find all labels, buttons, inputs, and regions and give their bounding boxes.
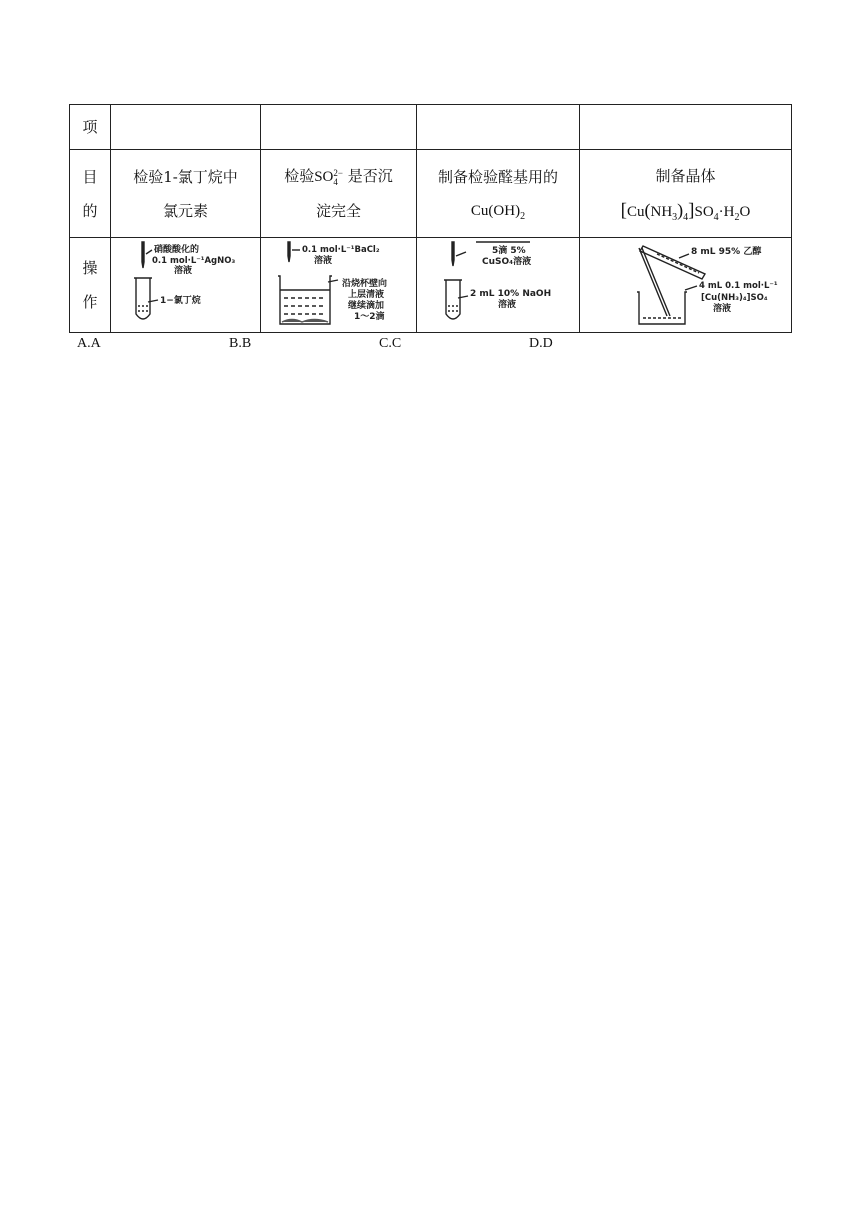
purpose-b-post: 是否沉 — [347, 167, 393, 185]
op-c-l2: CuSO₄溶液 — [482, 257, 532, 267]
apparatus-d-diagram — [581, 240, 791, 330]
item-a — [111, 105, 261, 150]
sulfate-sub: 4 — [333, 176, 338, 187]
f-rbracket: ] — [688, 199, 695, 221]
op-d-l1: 8 mL 95% 乙醇 — [690, 247, 761, 257]
op-b-l1: 0.1 mol·L⁻¹BaCl₂ — [301, 245, 380, 255]
item-d — [580, 105, 792, 150]
crystal-formula — [580, 193, 791, 229]
f-nh-sub: 3 — [672, 211, 678, 223]
apparatus-c-diagram — [418, 240, 578, 330]
operation-d — [580, 238, 792, 333]
operation-header — [70, 238, 111, 333]
operation-char-1: 操 — [82, 259, 98, 277]
f-rp-sub: 4 — [683, 211, 689, 223]
answer-options — [0, 336, 860, 356]
purpose-a — [111, 150, 261, 238]
purpose-a-line1: 检验1-氯丁烷中 — [133, 167, 238, 186]
purpose-b-line2: 淀完全 — [315, 202, 361, 220]
sulfate-ion — [314, 169, 343, 185]
op-a-l2: 0.1 mol·L⁻¹AgNO₃ — [151, 256, 235, 266]
op-b-l5: 继续滴加 — [347, 301, 384, 311]
operation-a — [111, 238, 261, 333]
purpose-d — [580, 150, 792, 238]
option-b[interactable]: B.B — [229, 336, 252, 351]
op-c-l3: 2 mL 10% NaOH — [470, 289, 552, 299]
operation-row — [70, 238, 792, 333]
purpose-c — [417, 150, 580, 238]
f-so-sub: 4 — [713, 211, 719, 223]
purpose-a-line2: 氯元素 — [162, 201, 208, 220]
f-rparen: ) — [677, 199, 684, 220]
f-o: O — [739, 203, 751, 220]
copper-hydroxide-formula — [417, 194, 579, 228]
f-so: SO — [694, 203, 714, 220]
op-d-l4: 溶液 — [712, 304, 731, 314]
purpose-char-2: 的 — [82, 201, 98, 220]
op-b-l4: 上层清液 — [347, 290, 384, 300]
item-c — [417, 105, 580, 150]
operation-char-2: 作 — [82, 293, 98, 311]
option-c[interactable]: C.C — [379, 336, 402, 351]
purpose-b — [261, 150, 417, 238]
item-row — [70, 105, 792, 150]
op-b-l6: 1～2滴 — [353, 312, 385, 322]
purpose-b-pre: 检验 — [284, 167, 315, 185]
op-d-l2: 4 mL 0.1 mol·L⁻¹ — [698, 281, 778, 291]
item-b — [261, 105, 417, 150]
purpose-b-line1 — [261, 159, 416, 194]
option-a[interactable]: A.A — [77, 336, 101, 351]
f-cu-d: Cu — [626, 203, 645, 220]
f-lparen: ( — [644, 199, 651, 220]
op-a-l1: 硝酸酸化的 — [153, 245, 199, 255]
f-cu: Cu — [470, 202, 489, 219]
f-oh: (OH) — [488, 202, 521, 219]
purpose-row — [70, 150, 792, 238]
op-a-l4: 1−氯丁烷 — [159, 296, 201, 306]
sulfate-base: SO — [314, 169, 334, 185]
purpose-char-1: 目 — [82, 167, 98, 186]
op-b-l3: 沿烧杯壁向 — [341, 279, 387, 289]
apparatus-b-diagram — [262, 240, 416, 330]
purpose-header — [70, 150, 111, 238]
option-d[interactable]: D.D — [529, 336, 553, 351]
op-d-l3: [Cu(NH₃)₄]SO₄ — [700, 293, 768, 303]
op-c-l1: 5滴 5% — [492, 246, 526, 256]
purpose-c-line1: 制备检验醛基用的 — [437, 167, 558, 186]
f-sub2: 2 — [520, 210, 526, 222]
question-table — [69, 104, 792, 333]
f-lbracket: [ — [620, 199, 627, 221]
op-c-l4: 溶液 — [498, 300, 517, 310]
operation-c — [417, 238, 580, 333]
f-h-sub: 2 — [734, 211, 740, 223]
sulfate-charge: 2− — [333, 167, 343, 178]
apparatus-a-diagram — [112, 240, 260, 330]
op-b-l2: 溶液 — [313, 256, 332, 266]
operation-b — [261, 238, 417, 333]
item-header: 项 — [70, 105, 111, 150]
f-dot-h: ·H — [718, 203, 735, 220]
purpose-d-line1: 制备晶体 — [655, 166, 716, 185]
op-a-l3: 溶液 — [173, 266, 192, 276]
f-nh: NH — [650, 203, 673, 220]
